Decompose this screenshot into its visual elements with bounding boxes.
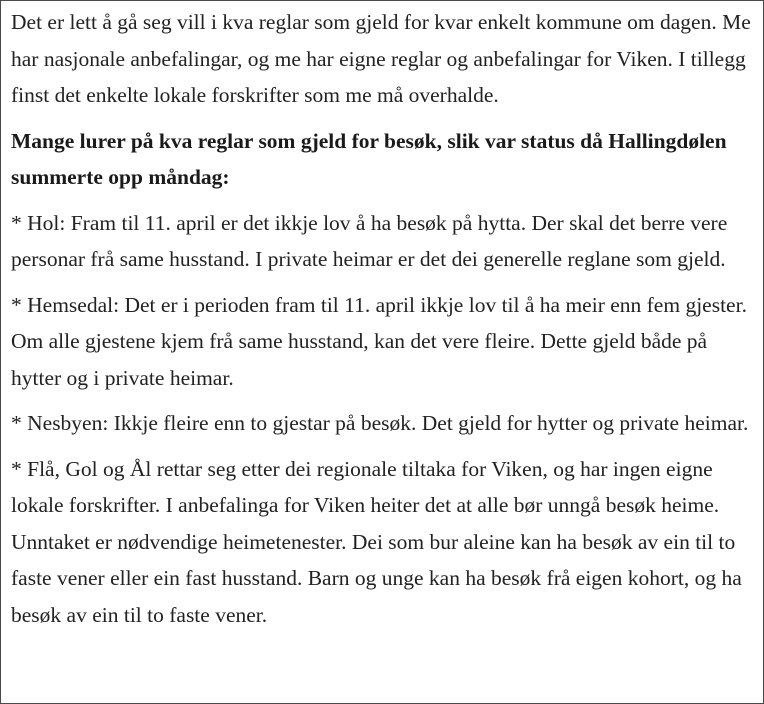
rule-item-nesbyen: * Nesbyen: Ikkje fleire enn to gjestar på besøk. Det gjeld for hytter og private heimar. bbox=[11, 411, 749, 435]
rule-item-hol: * Hol: Fram til 11. april er det ikkje lov å ha besøk på hytta. Der skal det berre vere personar frå same husstand. I private heimar er det dei generelle reglane som gjeld. bbox=[11, 210, 728, 271]
lead-heading: Mange lurer på kva reglar som gjeld for besøk, slik var status då Hallingdølen summerte opp måndag: bbox=[11, 128, 727, 189]
rule-item-fla-gol-al: * Flå, Gol og Ål rettar seg etter dei regionale tiltaka for Viken, og har ingen eigne lokale forskrifter. I anbefalinga for Viken heiter det at alle bør unngå besøk heime. Unntaket er nødvendige heimetenester. Dei som bur aleine kan ha besøk av ein til to faste vener eller ein fast husstand. Barn og unge kan ha besøk frå eigen kohort, og ha besøk av ein til to faste vener. bbox=[11, 456, 742, 627]
article-body bbox=[11, 4, 759, 642]
intro-paragraph: Det er lett å gå seg vill i kva reglar som gjeld for kvar enkelt kommune om dagen. Me har nasjonale anbefalingar, og me har eigne reglar og anbefalingar for Viken. I tillegg finst det enkelte lokale forskrifter som me må overhalde. bbox=[11, 10, 751, 107]
rule-item-hemsedal: * Hemsedal: Det er i perioden fram til 11. april ikkje lov til å ha meir enn fem gjester. Om alle gjestene kjem frå same husstand, kan det vere fleire. Dette gjeld både på hytter og i private heimar. bbox=[11, 292, 747, 390]
